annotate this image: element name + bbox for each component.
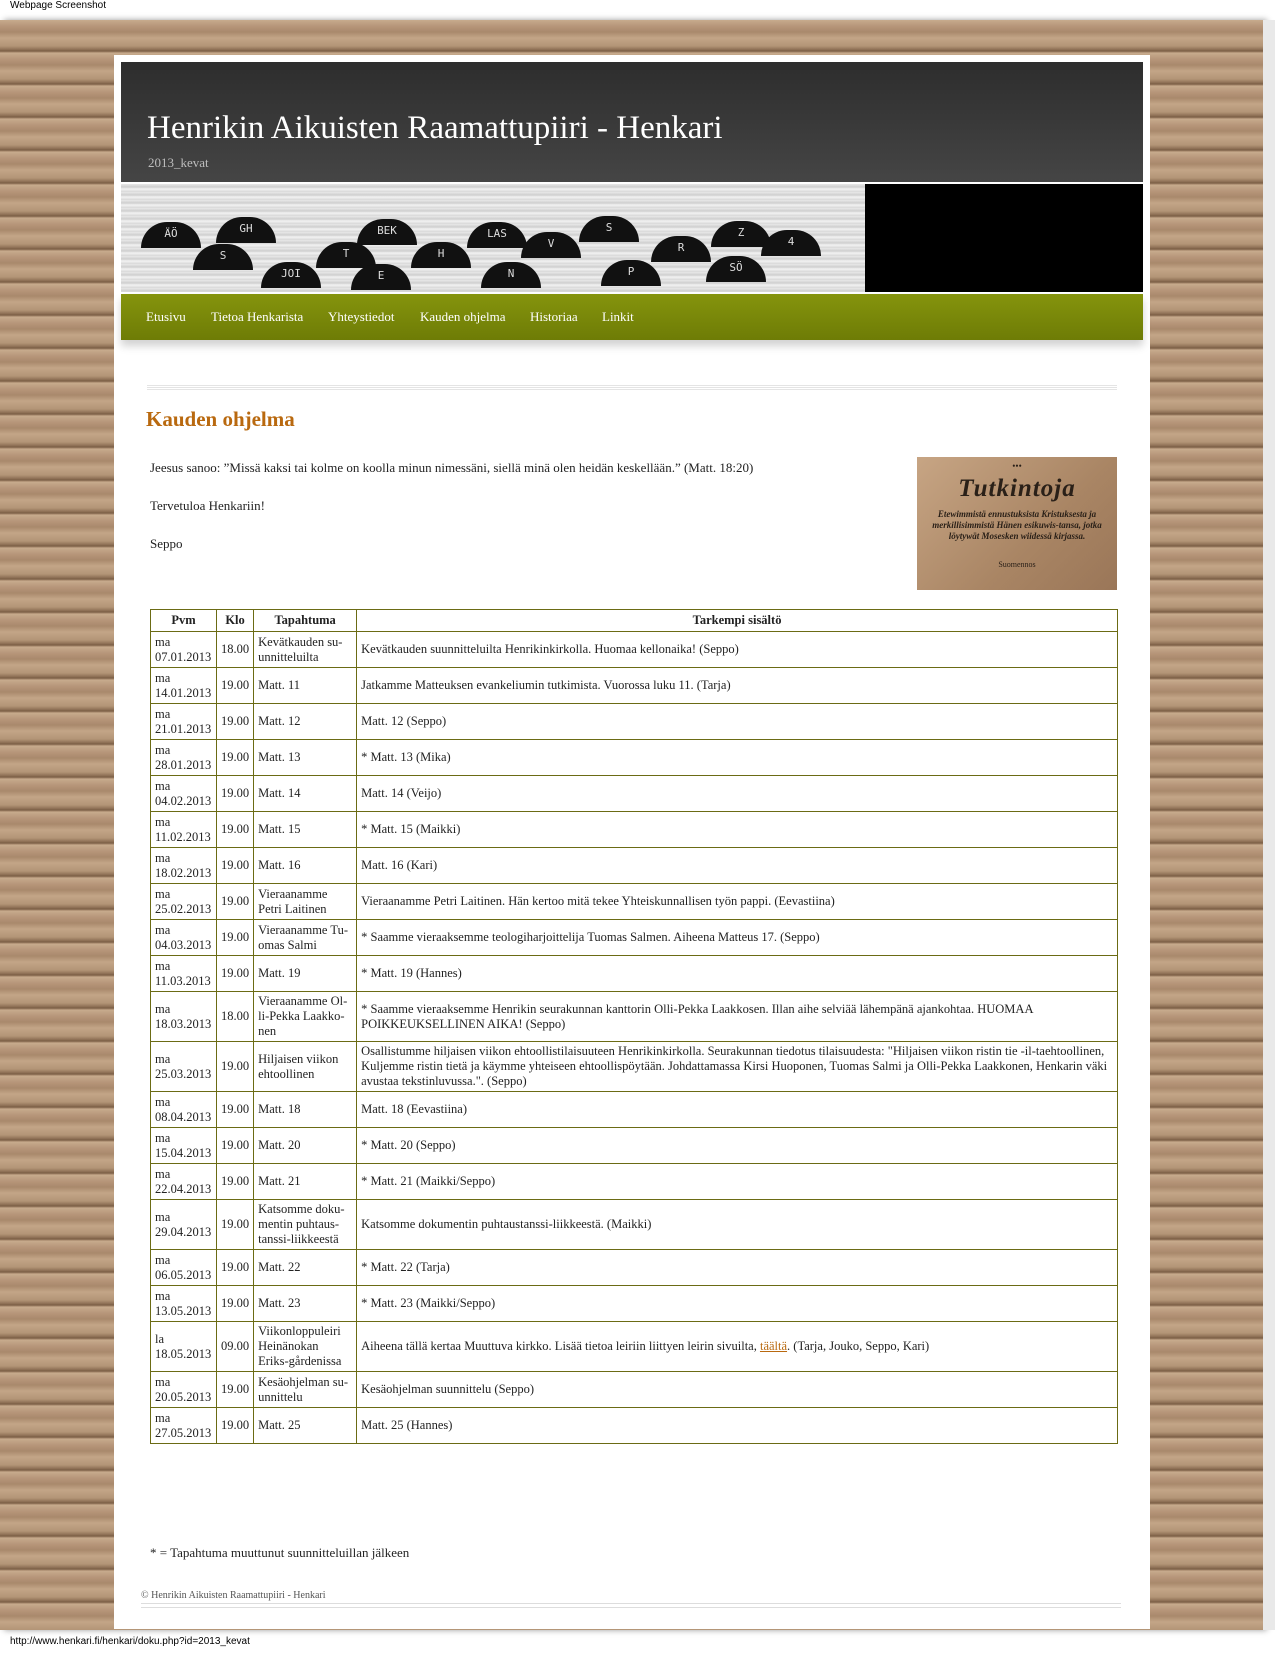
table-row	[151, 1042, 1118, 1092]
cell-pvm: ma 18.03.2013	[151, 992, 217, 1042]
cell-pvm: ma 04.03.2013	[151, 920, 217, 956]
cell-klo: 19.00	[217, 1128, 254, 1164]
cell-sisalto: Kevätkauden suunnitteluilta Henrikinkirkolla. Huomaa kellonaika! (Seppo)	[357, 632, 1118, 668]
table-row	[151, 1322, 1118, 1372]
site-subtitle: 2013_kevat	[148, 155, 209, 170]
cell-text: . (Tarja, Jouko, Seppo, Kari)	[787, 1339, 930, 1353]
cell-tapahtuma: Matt. 12	[254, 704, 357, 740]
cell-pvm: la 18.05.2013	[151, 1322, 217, 1372]
page-url: http://www.henkari.fi/henkari/doku.php?id=2013_kevat	[10, 1636, 250, 1647]
cell-tapahtuma: Vieraanamme Tu-omas Salmi	[254, 920, 357, 956]
cell-tapahtuma: Matt. 15	[254, 812, 357, 848]
cell-sisalto: * Matt. 21 (Maikki/Seppo)	[357, 1164, 1118, 1200]
cell-tapahtuma: Matt. 25	[254, 1408, 357, 1444]
table-row	[151, 848, 1118, 884]
cell-klo: 19.00	[217, 1042, 254, 1092]
cell-pvm: ma 07.01.2013	[151, 632, 217, 668]
cell-sisalto: Matt. 16 (Kari)	[357, 848, 1118, 884]
table-row	[151, 668, 1118, 704]
book-image: ••• Tutkintoja Etewimmistä ennustuksista Kristuksesta ja merkillisimmistä Hänen esikuwis-tansa, jotka löytywät Mosesken wiidessä kirjassa. Suomennos	[917, 457, 1117, 590]
cell-pvm: ma 18.02.2013	[151, 848, 217, 884]
cell-pvm: ma 29.04.2013	[151, 1200, 217, 1250]
table-row	[151, 812, 1118, 848]
program-table	[150, 609, 1118, 1444]
page-container	[114, 55, 1150, 1629]
cell-klo: 09.00	[217, 1322, 254, 1372]
cell-tapahtuma: Matt. 22	[254, 1250, 357, 1286]
header-banner	[121, 184, 1143, 292]
cell-klo: 19.00	[217, 884, 254, 920]
cell-pvm: ma 11.02.2013	[151, 812, 217, 848]
cell-klo: 19.00	[217, 740, 254, 776]
cell-sisalto: Vieraanamme Petri Laitinen. Hän kertoo mitä tekee Yhteiskunnallisen työn pappi. (Eevastiina)	[357, 884, 1118, 920]
cell-pvm: ma 25.02.2013	[151, 884, 217, 920]
nav-kauden-ohjelma[interactable]: Kauden ohjelma	[420, 309, 506, 324]
table-header-row	[151, 610, 1118, 632]
table-row	[151, 1372, 1118, 1408]
cell-klo: 19.00	[217, 812, 254, 848]
cell-klo: 18.00	[217, 992, 254, 1042]
cell-tapahtuma: Matt. 18	[254, 1092, 357, 1128]
cell-klo: 19.00	[217, 1092, 254, 1128]
nav-tietoa[interactable]: Tietoa Henkarista	[211, 309, 304, 324]
cell-sisalto: Katsomme dokumentin puhtaustanssi-liikkeestä. (Maikki)	[357, 1200, 1118, 1250]
cell-sisalto: * Saamme vieraaksemme Henrikin seurakunnan kanttorin Olli-Pekka Laakkosen. Illan aihe selviää lähempänä ajankohtaa. HUOMAA POIKKEUKSELLINEN AIKA! (Seppo)	[357, 992, 1118, 1042]
table-row	[151, 1286, 1118, 1322]
intro-welcome: Tervetuloa Henkariin!	[150, 498, 265, 513]
cell-pvm: ma 28.01.2013	[151, 740, 217, 776]
cell-sisalto: Matt. 25 (Hannes)	[357, 1408, 1118, 1444]
scroll-edge	[1263, 20, 1275, 1630]
cell-tapahtuma: Hiljaisen viikon ehtoollinen	[254, 1042, 357, 1092]
cell-tapahtuma: Matt. 23	[254, 1286, 357, 1322]
cell-sisalto: Jatkamme Matteuksen evankeliumin tutkimista. Vuorossa luku 11. (Tarja)	[357, 668, 1118, 704]
cell-sisalto: * Matt. 23 (Maikki/Seppo)	[357, 1286, 1118, 1322]
table-row	[151, 884, 1118, 920]
cell-pvm: ma 20.05.2013	[151, 1372, 217, 1408]
cell-sisalto: * Matt. 22 (Tarja)	[357, 1250, 1118, 1286]
cell-pvm: ma 04.02.2013	[151, 776, 217, 812]
cell-tapahtuma: Matt. 20	[254, 1128, 357, 1164]
cell-klo: 19.00	[217, 668, 254, 704]
cell-tapahtuma: Matt. 21	[254, 1164, 357, 1200]
table-row	[151, 1408, 1118, 1444]
page-title: Kauden ohjelma	[146, 407, 295, 431]
site-title[interactable]: Henrikin Aikuisten Raamattupiiri - Henkari	[147, 110, 723, 146]
camp-link[interactable]: täältä	[759, 1339, 788, 1353]
table-row	[151, 1200, 1118, 1250]
cell-klo: 19.00	[217, 956, 254, 992]
intro-quote: Jeesus sanoo: ”Missä kaksi tai kolme on koolla minun nimessäni, siellä minä olen heidän keskellään.” (Matt. 18:20)	[150, 460, 754, 475]
cell-pvm: ma 14.01.2013	[151, 668, 217, 704]
footnote: * = Tapahtuma muuttunut suunnitteluillan jälkeen	[150, 1545, 410, 1560]
table-row	[151, 992, 1118, 1042]
cell-sisalto: * Matt. 20 (Seppo)	[357, 1128, 1118, 1164]
cell-pvm: ma 11.03.2013	[151, 956, 217, 992]
cell-tapahtuma: Kesäohjelman su-unnittelu	[254, 1372, 357, 1408]
table-row	[151, 1250, 1118, 1286]
site-header	[121, 62, 1143, 182]
cell-pvm: ma 27.05.2013	[151, 1408, 217, 1444]
cell-pvm: ma 22.04.2013	[151, 1164, 217, 1200]
cell-klo: 19.00	[217, 776, 254, 812]
cell-klo: 19.00	[217, 848, 254, 884]
cell-pvm: ma 13.05.2013	[151, 1286, 217, 1322]
table-row	[151, 776, 1118, 812]
cell-tapahtuma: Viikonloppuleiri Heinänokan Eriks-gårdenissa	[254, 1322, 357, 1372]
cell-tapahtuma: Vieraanamme Ol-li-Pekka Laakko-nen	[254, 992, 357, 1042]
table-row	[151, 920, 1118, 956]
cell-klo: 19.00	[217, 1200, 254, 1250]
cell-tapahtuma: Matt. 14	[254, 776, 357, 812]
cell-tapahtuma: Kevätkauden su-unnitteluilta	[254, 632, 357, 668]
cell-tapahtuma: Matt. 13	[254, 740, 357, 776]
content-divider	[147, 385, 1117, 391]
header-tapahtuma: Tapahtuma	[254, 610, 357, 632]
cell-pvm: ma 15.04.2013	[151, 1128, 217, 1164]
screenshot-label: Webpage Screenshot	[10, 0, 106, 11]
cell-pvm: ma 06.05.2013	[151, 1250, 217, 1286]
cell-tapahtuma: Matt. 19	[254, 956, 357, 992]
cell-tapahtuma: Matt. 11	[254, 668, 357, 704]
footer-divider	[141, 1603, 1121, 1608]
cell-sisalto	[357, 1322, 1118, 1372]
nav-linkit[interactable]: Linkit	[602, 309, 634, 324]
cell-tapahtuma: Katsomme doku-mentin puhtaus-tanssi-liikkeestä	[254, 1200, 357, 1250]
nav-yhteystiedot[interactable]: Yhteystiedot	[328, 309, 395, 324]
banner-image: ÄÖ GH BEK LAS S Z S T H V R JOI E N P SÖ 4	[121, 184, 865, 292]
nav-historiaa[interactable]: Historiaa	[530, 309, 578, 324]
cell-klo: 19.00	[217, 1164, 254, 1200]
header-sisalto: Tarkempi sisältö	[357, 610, 1118, 632]
cell-sisalto: Osallistumme hiljaisen viikon ehtoollistilaisuuteen Henrikinkirkolla. Seurakunnan tiedotus tilaisuudesta: "Hiljaisen viikon ristin tie -il-taehtoollinen, Kuljemme ristin tietä ja käymme yhteiseen ehtoollispöytään. Johdattamassa Kirsi Huoponen, Tuomas Salmi ja Olli-Pekka Laakkonen, Henkarin väki avustaa tekstinluvussa.". (Seppo)	[357, 1042, 1118, 1092]
table-row	[151, 632, 1118, 668]
intro-signature: Seppo	[150, 536, 183, 551]
cell-sisalto: * Matt. 19 (Hannes)	[357, 956, 1118, 992]
cell-klo: 19.00	[217, 704, 254, 740]
cell-text: Aiheena tällä kertaa Muuttuva kirkko. Lisää tietoa leiriin liittyen leirin sivuilta,	[361, 1339, 760, 1353]
table-row	[151, 704, 1118, 740]
cell-klo: 19.00	[217, 920, 254, 956]
main-nav	[121, 294, 1143, 340]
header-pvm: Pvm	[151, 610, 217, 632]
header-klo: Klo	[217, 610, 254, 632]
nav-etusivu[interactable]: Etusivu	[146, 309, 186, 324]
cell-klo: 19.00	[217, 1250, 254, 1286]
cell-pvm: ma 25.03.2013	[151, 1042, 217, 1092]
table-row	[151, 1164, 1118, 1200]
cell-sisalto: * Matt. 13 (Mika)	[357, 740, 1118, 776]
cell-sisalto: Kesäohjelman suunnittelu (Seppo)	[357, 1372, 1118, 1408]
cell-klo: 19.00	[217, 1372, 254, 1408]
footer-copyright: © Henrikin Aikuisten Raamattupiiri - Henkari	[141, 1590, 326, 1601]
table-row	[151, 1128, 1118, 1164]
cell-klo: 18.00	[217, 632, 254, 668]
cell-klo: 19.00	[217, 1408, 254, 1444]
cell-tapahtuma: Vieraanamme Petri Laitinen	[254, 884, 357, 920]
cell-tapahtuma: Matt. 16	[254, 848, 357, 884]
cell-sisalto: Matt. 12 (Seppo)	[357, 704, 1118, 740]
cell-pvm: ma 21.01.2013	[151, 704, 217, 740]
cell-sisalto: Matt. 14 (Veijo)	[357, 776, 1118, 812]
table-row	[151, 956, 1118, 992]
cell-sisalto: * Saamme vieraaksemme teologiharjoittelija Tuomas Salmen. Aiheena Matteus 17. (Seppo)	[357, 920, 1118, 956]
table-row	[151, 740, 1118, 776]
cell-klo: 19.00	[217, 1286, 254, 1322]
cell-sisalto: Matt. 18 (Eevastiina)	[357, 1092, 1118, 1128]
cell-sisalto: * Matt. 15 (Maikki)	[357, 812, 1118, 848]
cell-pvm: ma 08.04.2013	[151, 1092, 217, 1128]
table-row	[151, 1092, 1118, 1128]
